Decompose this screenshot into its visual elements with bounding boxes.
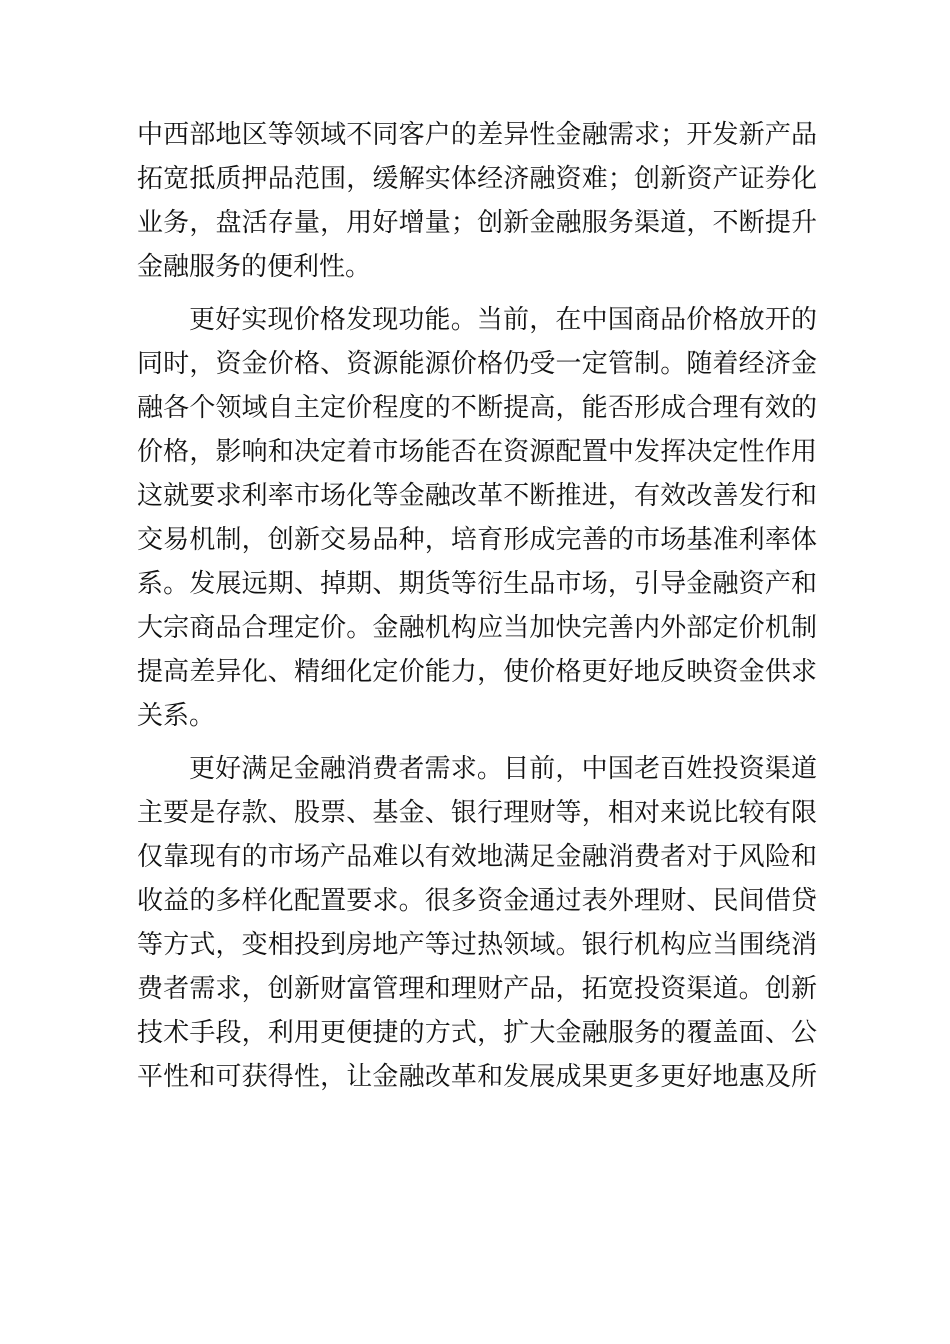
text-line: 主要是存款、股票、基金、银行理财等，相对来说比较有限 bbox=[137, 798, 817, 828]
text-line: 大宗商品合理定价。金融机构应当加快完善内外部定价机制 bbox=[137, 613, 817, 643]
paragraph-1 bbox=[137, 113, 817, 289]
text-line: 平性和可获得性，让金融改革和发展成果更多更好地惠及所 bbox=[137, 1062, 817, 1092]
text-line: 同时，资金价格、资源能源价格仍受一定管制。随着经济金 bbox=[137, 349, 817, 379]
text-line: 更好满足金融消费者需求。目前，中国老百姓投资渠道 bbox=[189, 754, 817, 784]
text-line: 提高差异化、精细化定价能力，使价格更好地反映资金供求 bbox=[137, 657, 817, 687]
text-line: 技术手段，利用更便捷的方式，扩大金融服务的覆盖面、公 bbox=[137, 1018, 817, 1048]
text-line: 交易机制，创新交易品种，培育形成完善的市场基准利率体 bbox=[137, 525, 817, 555]
text-line: 收益的多样化配置要求。很多资金通过表外理财、民间借贷 bbox=[137, 886, 817, 916]
text-line: 业务，盘活存量，用好增量；创新金融服务渠道，不断提升 bbox=[137, 208, 817, 238]
text-line: 更好实现价格发现功能。当前，在中国商品价格放开的 bbox=[189, 305, 817, 335]
text-line: 中西部地区等领域不同客户的差异性金融需求；开发新产品 bbox=[137, 120, 817, 150]
text-line: 系。发展远期、掉期、期货等衍生品市场，引导金融资产和 bbox=[137, 569, 817, 599]
text-line: 价格，影响和决定着市场能否在资源配置中发挥决定性作用 bbox=[137, 437, 817, 467]
text-line: 关系。 bbox=[137, 701, 216, 731]
paragraph-2 bbox=[137, 298, 817, 738]
text-line: 仅靠现有的市场产品难以有效地满足金融消费者对于风险和 bbox=[137, 842, 817, 872]
text-line: 费者需求，创新财富管理和理财产品，拓宽投资渠道。创新 bbox=[137, 974, 817, 1004]
text-line: 这就要求利率市场化等金融改革不断推进，有效改善发行和 bbox=[137, 481, 817, 511]
text-line: 金融服务的便利性。 bbox=[137, 252, 372, 282]
text-line: 融各个领域自主定价程度的不断提高，能否形成合理有效的 bbox=[137, 393, 817, 423]
text-line: 拓宽抵质押品范围，缓解实体经济融资难；创新资产证券化 bbox=[137, 164, 817, 194]
paragraph-3 bbox=[137, 747, 817, 1099]
text-line: 等方式，变相投到房地产等过热领域。银行机构应当围绕消 bbox=[137, 930, 817, 960]
